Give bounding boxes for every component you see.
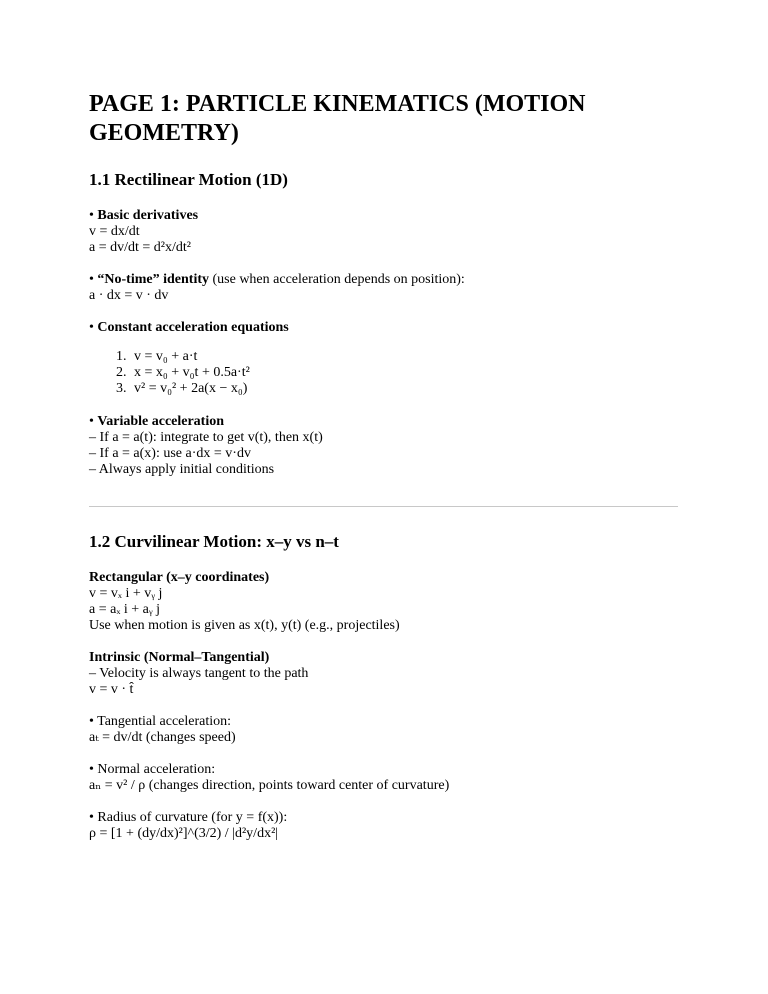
section-divider: [89, 506, 678, 507]
section-heading-curvilinear: 1.2 Curvilinear Motion: x–y vs n–t: [89, 532, 339, 551]
no-time-identity-formula: a · dx = v · dv: [89, 288, 169, 303]
bullet: •: [89, 320, 98, 335]
list-item: 2. x = x₀ + v₀t + 0.5a·t²: [130, 365, 689, 381]
tangential-formula: aₜ = dv/dt (changes speed): [89, 730, 236, 745]
bullet: •: [89, 208, 98, 223]
no-time-identity-title: [89, 272, 689, 288]
tangential-title: • Tangential acceleration:: [89, 714, 232, 729]
radius-block: [89, 810, 689, 842]
basic-derivatives-label: Basic derivatives: [97, 208, 199, 223]
variable-acceleration-line: – Always apply initial conditions: [89, 462, 275, 477]
rectangular-block: [89, 570, 689, 634]
variable-acceleration-block: [89, 414, 689, 478]
rectangular-usage-note: Use when motion is given as x(t), y(t) (e.g., projectiles): [89, 618, 400, 633]
rectangular-acceleration: a = aₓ i + aᵧ j: [89, 602, 160, 617]
constant-acceleration-list: [89, 349, 689, 397]
normal-block: [89, 762, 689, 794]
list-item: 3. v² = v₀² + 2a(x − x₀): [130, 381, 689, 397]
section-heading-rectilinear: 1.1 Rectilinear Motion (1D): [89, 170, 288, 189]
normal-title: • Normal acceleration:: [89, 762, 216, 777]
document-content: [89, 90, 689, 858]
rectangular-velocity: v = vₓ i + vᵧ j: [89, 586, 163, 601]
variable-acceleration-line: – If a = a(x): use a·dx = v·dv: [89, 446, 251, 461]
intrinsic-formula: v = v · t̂: [89, 682, 134, 697]
variable-acceleration-line: – If a = a(t): integrate to get v(t), then x(t): [89, 430, 323, 445]
list-item: 1. v = v₀ + a·t: [130, 349, 689, 365]
no-time-identity-label: “No-time” identity: [97, 272, 209, 287]
basic-derivatives-title: [89, 208, 689, 224]
no-time-identity-note: (use when acceleration depends on position):: [209, 272, 465, 287]
intrinsic-line: – Velocity is always tangent to the path: [89, 666, 309, 681]
rectangular-label: Rectangular (x–y coordinates): [89, 570, 270, 585]
constant-acceleration-title: [89, 320, 689, 336]
variable-acceleration-label: Variable acceleration: [97, 414, 225, 429]
velocity-formula: v = dx/dt: [89, 224, 140, 239]
basic-derivatives-block: [89, 208, 689, 256]
acceleration-formula: a = dv/dt = d²x/dt²: [89, 240, 191, 255]
normal-formula: aₙ = v² / ρ (changes direction, points toward center of curvature): [89, 778, 450, 793]
tangential-block: [89, 714, 689, 746]
radius-formula: ρ = [1 + (dy/dx)²]^(3/2) / |d²y/dx²|: [89, 826, 279, 841]
intrinsic-label: Intrinsic (Normal–Tangential): [89, 650, 270, 665]
bullet: •: [89, 414, 98, 429]
radius-title: • Radius of curvature (for y = f(x)):: [89, 810, 288, 825]
bullet: •: [89, 272, 98, 287]
page-title: PAGE 1: PARTICLE KINEMATICS (MOTION GEOMETRY): [89, 91, 586, 146]
constant-acceleration-label: Constant acceleration equations: [97, 320, 289, 335]
variable-acceleration-title: [89, 414, 689, 430]
no-time-identity-block: [89, 272, 689, 304]
intrinsic-block: [89, 650, 689, 698]
